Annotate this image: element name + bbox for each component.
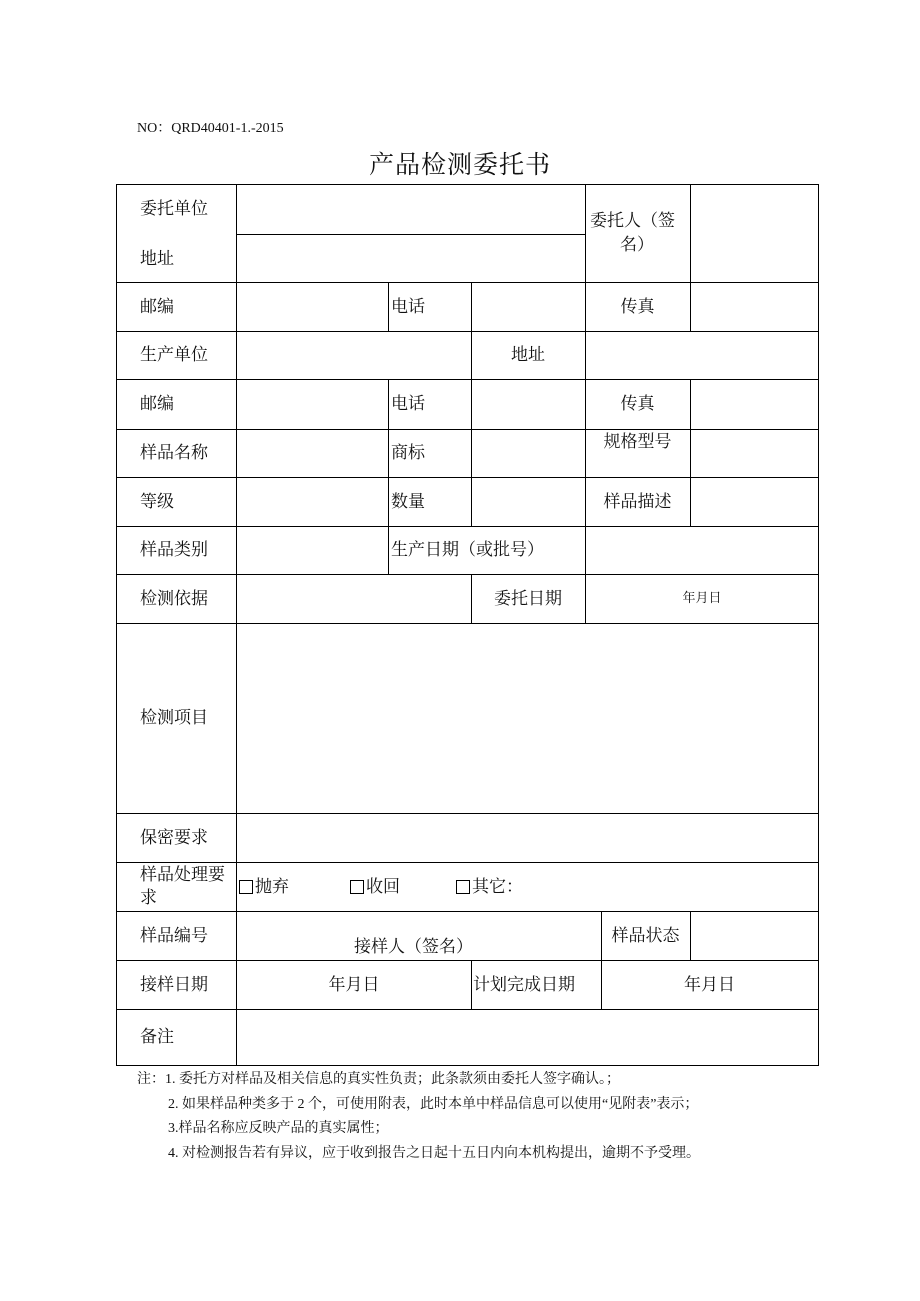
client-unit-field[interactable] (237, 185, 585, 234)
grade-label: 等级 (140, 491, 174, 512)
client-unit-label: 委托单位 (140, 199, 208, 219)
remarks-label: 备注 (140, 1027, 174, 1047)
sample-category-label: 样品类别 (140, 540, 208, 560)
planned-completion-label: 计划完成日期 (473, 974, 575, 995)
checkbox-icon (239, 880, 253, 894)
commission-date-value: 年月日 (682, 590, 722, 606)
note-item: 2. 如果样品种类多于 2 个，可使用附表，此时本单中样品信息可以使用“见附表”表示； (168, 1096, 699, 1112)
trademark-label: 商标 (391, 443, 425, 463)
col-divider (471, 379, 472, 526)
col-divider (690, 911, 691, 960)
fax-label: 传真 (620, 296, 655, 317)
col-divider (388, 379, 389, 526)
sample-handling-label: 样品处理要 (140, 865, 225, 885)
commission-form-table (116, 184, 819, 1066)
col-divider (388, 282, 389, 331)
confidentiality-field[interactable] (237, 814, 818, 862)
table-border (818, 184, 819, 1066)
client-sign-field[interactable] (691, 185, 818, 282)
test-items-label: 检测项目 (140, 708, 208, 728)
quantity-label: 数量 (391, 491, 425, 512)
col-divider (585, 331, 586, 379)
sample-description-label: 样品描述 (603, 491, 672, 512)
notes-section (137, 1068, 700, 1166)
fax-label: 传真 (620, 394, 655, 414)
client-sign-label-cont: 名） (620, 235, 654, 255)
col-divider (585, 574, 586, 623)
producer-address-label: 地址 (511, 345, 545, 365)
col-divider (690, 282, 691, 331)
address-field[interactable] (237, 235, 585, 282)
note-item: 3.样品名称应反映产品的真实属性； (168, 1121, 389, 1136)
note-item: 注：1. 委托方对样品及相关信息的真实性负责；此条款须由委托人签字确认。； (137, 1072, 620, 1087)
phone-label: 电话 (391, 394, 425, 414)
sample-number-label: 样品编号 (140, 925, 208, 946)
client-sign-label: 委托人（签 (590, 211, 675, 231)
page-title: 产品检测委托书 (368, 150, 551, 179)
producer-unit-label: 生产单位 (140, 345, 208, 365)
col-divider (471, 960, 472, 1009)
test-basis-label: 检测依据 (140, 588, 208, 609)
col-divider (471, 282, 472, 331)
phone-label: 电话 (391, 296, 425, 317)
sample-status-label: 样品状态 (611, 925, 680, 946)
col-divider (388, 526, 389, 574)
note-item: 4. 对检测报告若有异议，应于收到报告之日起十五日内向本机构提出，逾期不予受理。 (168, 1145, 700, 1161)
checkbox-icon (456, 880, 470, 894)
other-option-label: 其它： (472, 876, 523, 897)
col-divider (690, 379, 691, 526)
confidentiality-label: 保密要求 (140, 827, 208, 848)
remarks-field[interactable] (237, 1010, 818, 1065)
production-date-label: 生产日期（或批号） (391, 540, 544, 560)
checkbox-icon (350, 880, 364, 894)
planned-completion-value: 年月日 (684, 974, 735, 995)
sample-name-label: 样品名称 (140, 443, 208, 463)
discard-option[interactable] (239, 862, 349, 911)
return-option[interactable] (350, 862, 450, 911)
receive-date-value: 年月日 (328, 974, 380, 995)
col-divider (585, 526, 586, 574)
postcode-label: 邮编 (140, 394, 174, 414)
other-option[interactable] (456, 862, 576, 911)
discard-option-label: 抛弃 (255, 876, 289, 897)
document-number: NO：QRD40401-1.-2015 (137, 121, 284, 136)
table-border (116, 1065, 819, 1066)
postcode-label: 邮编 (140, 296, 174, 317)
sample-handling-label-cont: 求 (140, 888, 157, 908)
commission-date-label: 委托日期 (494, 588, 562, 609)
spec-model-label: 规格型号 (603, 432, 672, 452)
address-label: 地址 (140, 248, 174, 269)
test-items-field[interactable] (237, 624, 818, 813)
return-option-label: 收回 (366, 876, 400, 897)
receive-date-label: 接样日期 (140, 974, 208, 995)
receiver-sign-label: 接样人（签名） (354, 937, 473, 957)
